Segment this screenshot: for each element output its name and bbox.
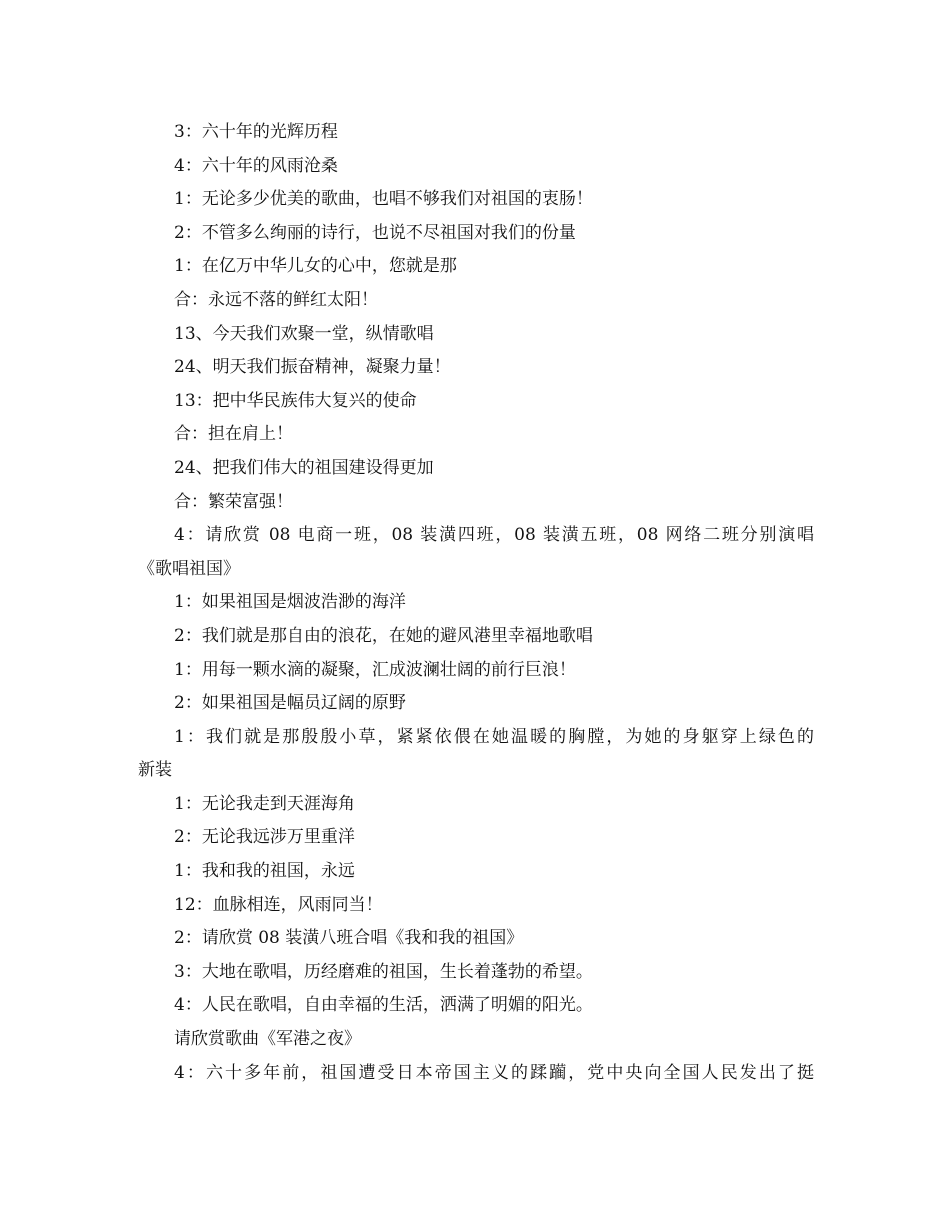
text-line: 请欣赏歌曲《军港之夜》 [174,1029,361,1050]
text-line: 2：无论我远涉万里重洋 [174,827,355,848]
text-line: 1：我们就是那殷殷小草，紧紧依偎在她温暖的胸膛，为她的身躯穿上绿色的 [174,726,814,747]
text-line: 新装 [138,760,172,781]
text-line: 2：我们就是那自由的浪花，在她的避风港里幸福地歌唱 [174,625,593,646]
text-line: 1：无论多少优美的歌曲，也唱不够我们对祖国的衷肠！ [174,189,593,210]
text-line: 合：繁荣富强！ [174,491,293,512]
text-line: 2：如果祖国是幅员辽阔的原野 [174,693,406,714]
text-line: 4：请欣赏 08 电商一班，08 装潢四班，08 装潢五班，08 网络二班分别演唱 [174,525,814,546]
text-line: 4：六十多年前，祖国遭受日本帝国主义的蹂躏，党中央向全国人民发出了挺 [174,1062,814,1083]
text-line: 1：用每一颗水滴的凝聚，汇成波澜壮阔的前行巨浪！ [174,659,576,680]
document-body [138,116,814,1090]
text-line: 1：无论我走到天涯海角 [174,793,355,814]
text-line: 《歌唱祖国》 [138,558,240,579]
text-line: 4：六十年的风雨沧桑 [174,155,338,176]
text-line: 合：永远不落的鲜红太阳！ [174,289,378,310]
text-line: 2：请欣赏 08 装潢八班合唱《我和我的祖国》 [174,928,524,949]
text-line: 13、今天我们欢聚一堂，纵情歌唱 [174,323,434,344]
text-line: 1：我和我的祖国，永远 [174,861,355,882]
text-line: 13：把中华民族伟大复兴的使命 [174,390,417,411]
text-line: 3：六十年的光辉历程 [174,122,338,142]
text-line: 12：血脉相连，风雨同当！ [174,894,383,915]
text-line: 1：在亿万中华儿女的心中，您就是那 [174,256,457,277]
text-line: 1：如果祖国是烟波浩渺的海洋 [174,592,406,613]
text-line: 3：大地在歌唱，历经磨难的祖国，生长着蓬勃的希望。 [174,961,593,982]
text-line: 24、把我们伟大的祖国建设得更加 [174,457,434,478]
text-line: 合：担在肩上！ [174,424,293,445]
text-line: 24、明天我们振奋精神，凝聚力量！ [174,357,451,378]
text-line: 4：人民在歌唱，自由幸福的生活，洒满了明媚的阳光。 [174,995,593,1016]
text-line: 2：不管多么绚丽的诗行，也说不尽祖国对我们的份量 [174,222,576,243]
